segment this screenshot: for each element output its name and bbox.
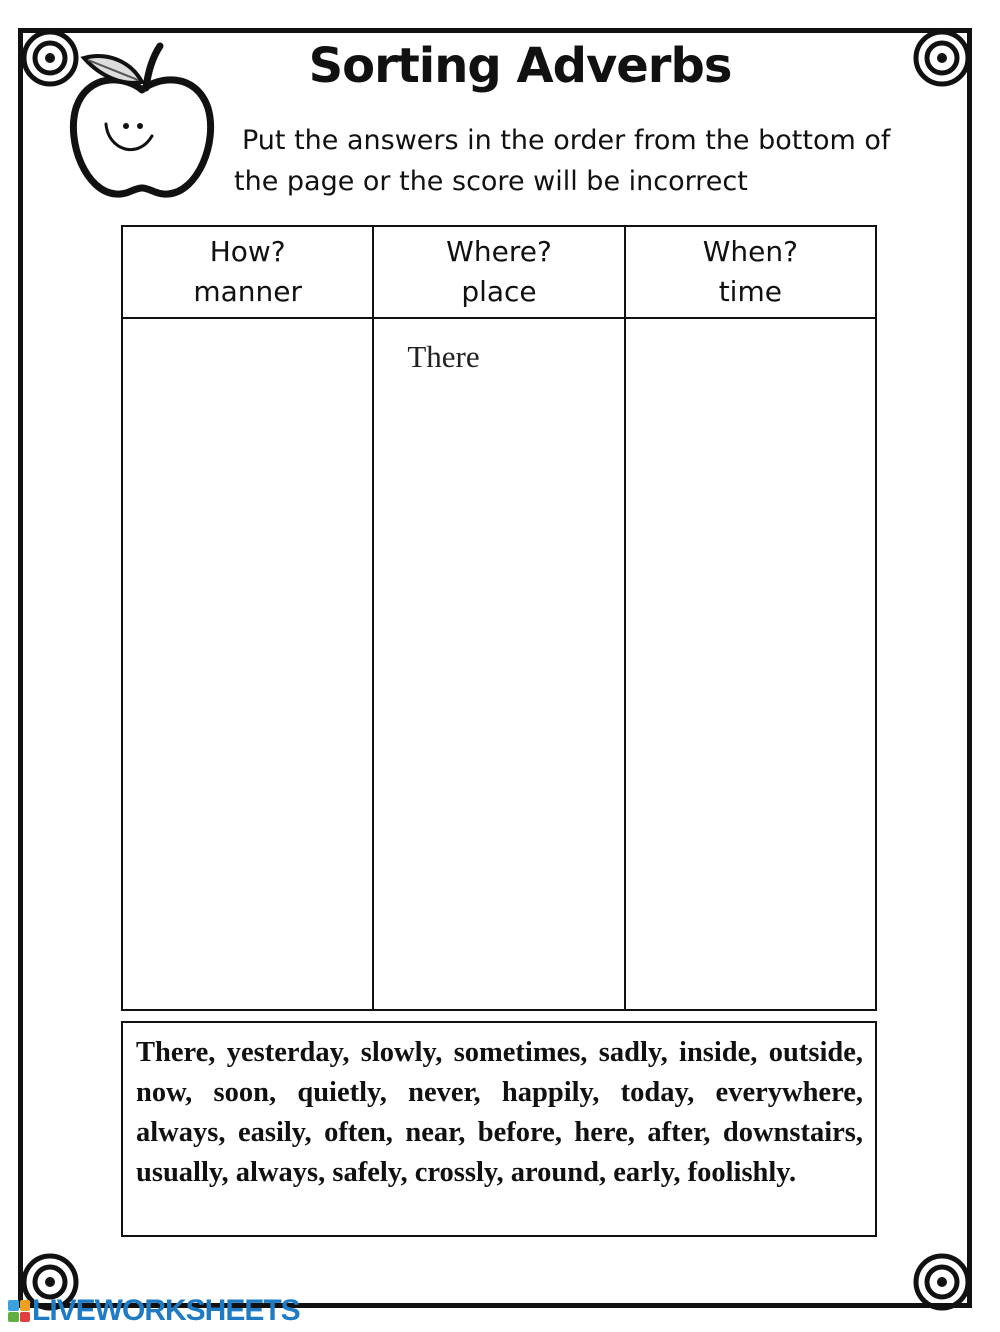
column-header-place — [374, 227, 623, 319]
column-category: time — [718, 275, 782, 308]
column-question: Where? — [446, 235, 552, 268]
column-time — [626, 227, 875, 1009]
word-bank-text: There, yesterday, slowly, sometimes, sadly, inside, outside, now, soon, quietly, never, happily, today, everywhere, always, easily, often, near, before, here, after, downstairs, usually, always, safely, crossly, around, early, foolishly. — [136, 1037, 863, 1188]
brand-name: LIVEWORKSHEETS — [32, 1294, 300, 1327]
instructions-line-1: Put the answers in the order from the bottom of — [242, 125, 891, 156]
sorting-table — [121, 225, 877, 1011]
swirl-corner-top-right — [912, 28, 972, 88]
instructions-line-2: the page or the score will be incorrect — [234, 166, 748, 197]
column-question: How? — [209, 235, 286, 268]
answer-item[interactable]: There — [407, 339, 480, 374]
worksheet-title: Sorting Adverbs — [308, 38, 732, 94]
logo-blocks-icon — [8, 1300, 30, 1322]
column-manner — [123, 227, 374, 1009]
column-place — [374, 227, 625, 1009]
drop-zone-place[interactable] — [374, 319, 623, 1009]
swirl-corner-bottom-right — [912, 1252, 972, 1312]
drop-zone-time[interactable] — [626, 319, 875, 1009]
apple-icon — [66, 42, 218, 202]
instructions — [234, 120, 934, 202]
column-header-time — [626, 227, 875, 319]
drop-zone-manner[interactable] — [123, 319, 372, 1009]
liveworksheets-logo — [8, 1296, 300, 1326]
column-header-manner — [123, 227, 372, 319]
column-category: manner — [193, 275, 302, 308]
column-question: When? — [702, 235, 798, 268]
word-bank — [121, 1021, 877, 1237]
column-category: place — [461, 275, 537, 308]
